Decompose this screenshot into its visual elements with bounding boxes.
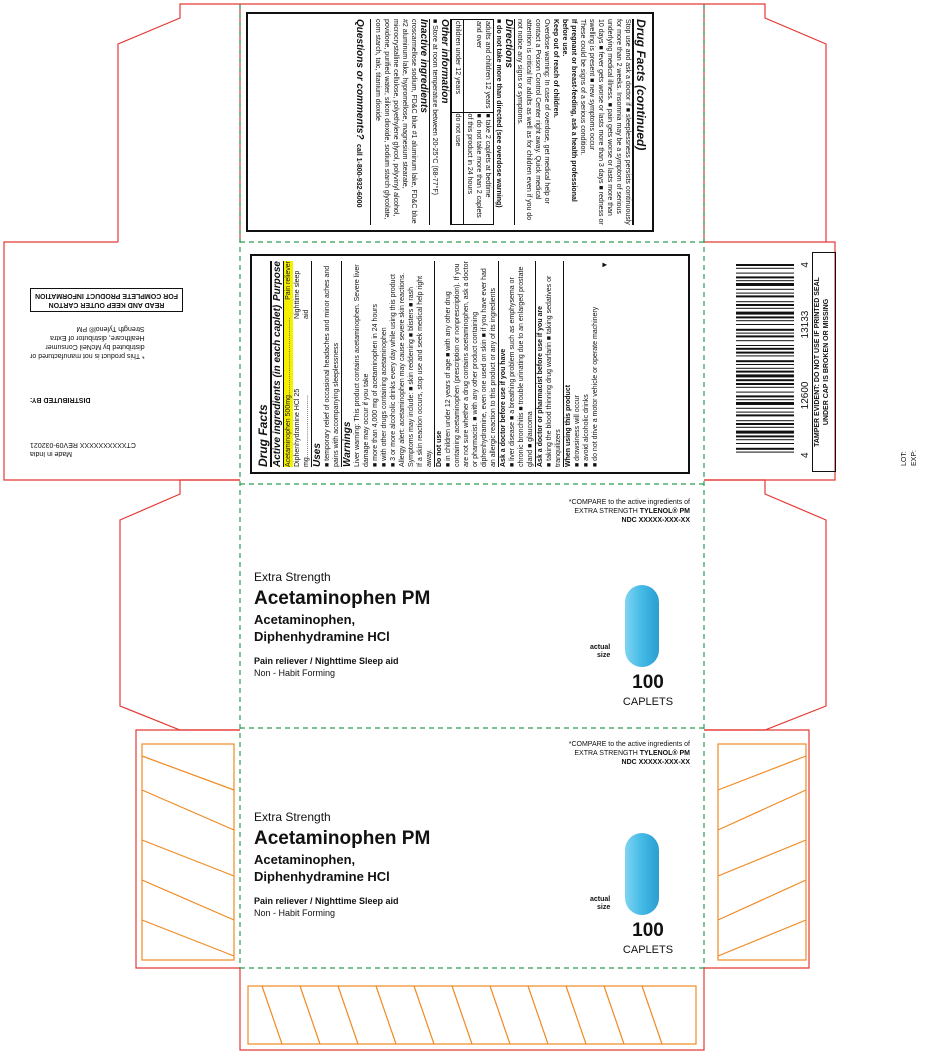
ask-doctor-title: Ask a doctor before use if you have (500, 348, 507, 467)
barcode-bar (736, 308, 794, 309)
barcode-bar (736, 320, 794, 321)
product-name: Acetaminophen PM (254, 588, 431, 609)
barcode (730, 262, 800, 458)
when-using-title: When using this product (565, 384, 572, 467)
left-flap-text (30, 272, 220, 462)
read-keep-line-2: FOR COMPLETE PRODUCT INFORMATION (35, 292, 178, 299)
ndc-number: NDC XXXXX-XXX-XX (621, 517, 690, 524)
liver-warning-3: ■ 3 or more alcoholic drinks every day while using this product (390, 274, 397, 467)
barcode-bar (736, 383, 794, 385)
active-ingredient-1-purpose: Pain reliever (285, 261, 292, 300)
active-ingredient-2: Diphenhydramine HCl 25 mg................................ (294, 388, 310, 467)
uses-text: ■ temporary relief of occasional headaches and minor aches and pains with accompanying sleeplessness (323, 261, 342, 467)
barcode-bar (736, 352, 794, 354)
caplets-label: CAPLETS (622, 944, 674, 956)
pain-reliever-claim: Pain reliever / Nighttime Sleep aid (254, 656, 399, 666)
disclaimer-line-1: * This product is not manufactured or (30, 352, 145, 359)
barcode-bar (736, 301, 794, 302)
compare-line-1: *COMPARE to the active ingredients of (568, 741, 690, 748)
questions-phone: call 1-800-932-6000 (355, 144, 362, 208)
barcode-bar (736, 408, 794, 409)
barcode-bar (736, 392, 794, 393)
caplet-count: 100 (632, 920, 664, 941)
strength-label: Extra Strength (254, 810, 331, 824)
overdose-text: Overdose warning: In case of overdose, get medical help or contact a Poison Control Center right away. Quick medical attention is critical for adults as well as for children even if you do not notice any signs or symptoms. (516, 19, 550, 221)
directions-title: Directions (503, 19, 515, 225)
non-habit-forming: Non - Habit Forming (254, 668, 336, 678)
generic-name-2: Diphenhydramine HCl (254, 629, 390, 644)
barcode-digits (800, 262, 812, 458)
do-not-use-title: Do not use (436, 430, 443, 467)
drug-facts-continued-title: Drug Facts (continued) (632, 19, 648, 225)
actual-label: actual (590, 896, 611, 903)
directions-note: ■ do not take more than directed (see overdose warning) (495, 19, 502, 208)
other-info-text: ■ Store at room temperature between 20-25°C (68-77°F) (431, 19, 438, 195)
liver-warning-2: ■ with other drugs containing acetaminophen (381, 327, 388, 467)
barcode-bar (736, 280, 794, 281)
when-using-3: ■ do not drive a motor vehicle or operate machinery (592, 306, 599, 467)
size-label: size (597, 904, 611, 911)
barcode-bar (736, 345, 794, 346)
barcode-bar (736, 439, 794, 440)
barcode-digits-1: 12600 (800, 381, 811, 410)
barcode-bar (736, 452, 794, 453)
barcode-bar (736, 435, 794, 437)
barcode-bar (736, 304, 794, 306)
barcode-bar (736, 427, 794, 428)
generic-name-1: Acetaminophen, (254, 612, 356, 627)
distributed-by: DISTRIBUTED BY: (30, 396, 91, 403)
drug-facts-continued-box (246, 12, 654, 232)
ask-pharmacist-title: Ask a doctor or pharmacist before use if you are (537, 305, 544, 467)
barcode-bar (736, 335, 794, 337)
barcode-bar (736, 348, 794, 350)
tamper-line-2: UNDER CAP IS BROKEN OR MISSING (823, 298, 830, 426)
active-ingredient-row-1 (284, 261, 293, 467)
purpose-header: Purpose (272, 261, 283, 302)
barcode-bar (736, 355, 794, 356)
barcode-bar (736, 420, 794, 421)
barcode-bar (736, 364, 794, 365)
active-ingredient-1: Acetaminophen 500mg........................................ (285, 317, 292, 467)
barcode-bar (736, 295, 794, 297)
warnings-title: Warnings (342, 421, 353, 467)
ndc-number: NDC XXXXX-XXX-XX (621, 759, 690, 766)
caplet-count: 100 (632, 672, 664, 693)
caplet-image (624, 584, 660, 668)
barcode-bar (736, 448, 794, 450)
barcode-bar (736, 431, 794, 434)
actual-size-label (590, 644, 610, 660)
disclaimer-line-3: Healthcare, distributor of Extra (50, 334, 145, 341)
barcode-bar (736, 379, 794, 381)
front-panel-1 (240, 484, 704, 728)
barcode-bar (736, 368, 794, 369)
barcode-bar (736, 276, 794, 278)
tamper-line-1: TAMPER EVIDENT: DO NOT USE IF PRINTED SEAL (814, 277, 821, 447)
do-not-use-text: ■ in children under 12 years of age ■ with any other drug containing acetaminophen (prescription or nonprescription). If you are not sure whether a drug contains acetaminophen, ask a doctor or pharmacist. ■ with any other product containing diphenhydramine, even one used on skin ■ if you have ever had an allergic reaction to this product or any of its ingredients (445, 261, 497, 467)
barcode-bar (736, 316, 794, 318)
size-label: size (597, 652, 611, 659)
barcode-graphic (730, 262, 800, 458)
barcode-bar (736, 264, 794, 266)
directions-table-children (451, 19, 463, 225)
barcode-bar (736, 414, 794, 416)
exp-label: EXP: (911, 450, 918, 466)
barcode-bar (736, 273, 794, 274)
barcode-bar (736, 324, 794, 325)
barcode-digits-2: 13133 (800, 310, 811, 339)
compare-line-1: *COMPARE to the active ingredients of (568, 499, 690, 506)
tamper-box (812, 252, 836, 472)
inactive-title: Inactive ingredients (418, 19, 430, 225)
front-panel-2 (240, 728, 704, 968)
generic-name-2: Diphenhydramine HCl (254, 869, 390, 884)
compare-brand: TYLENOL® PM (639, 508, 690, 515)
caplets-label: CAPLETS (622, 696, 674, 708)
allergy-alert: Allergy alert: acetaminophen may cause severe skin reactions. Symptoms may include: ■ skin reddening ■ blisters ■ rash (399, 272, 415, 467)
lot-label: LOT: (901, 451, 908, 466)
stop-use-text: Stop use and ask a doctor if ■ sleeplessness persists continuously for more than 2 weeks. Insomnia may be a symptom of serious underlying medical illness. ■ pain gets worse or lasts more than 10 days ■ fever gets worse or lasts more than 3 days ■ redness or swelling is present ■ new symptoms occur (588, 19, 631, 225)
compare-statement (569, 498, 690, 525)
active-ingredients-header: Active ingredients (in each caplet) (272, 304, 283, 467)
drug-facts-box (250, 254, 690, 474)
liver-warning: Liver warning: This product contains acetaminophen. Severe liver damage may occur if you take (354, 264, 370, 467)
compare-statement-2 (569, 740, 690, 767)
liver-warning-1: ■ more than 4,000 mg of acetaminophen in 24 hours (372, 304, 379, 467)
adults-direction-2: ■ do not take more than 2 caplets of this product in 24 hours (466, 113, 482, 218)
barcode-digit-left: 4 (800, 452, 811, 458)
read-keep-line-1: READ AND KEEP OUTER CARTON (48, 301, 165, 308)
ask-pharmacist-text: ■ taking the blood thinning drug warfarin ■ taking sedatives or tranquilizers (545, 261, 564, 467)
compare-line-2: EXTRA STRENGTH (574, 750, 640, 757)
made-in-india: Made in India (30, 450, 73, 457)
keep-out-text: Keep out of reach of children. (552, 19, 559, 118)
barcode-bar (736, 283, 794, 286)
barcode-bar (736, 312, 794, 315)
continued-arrow-icon: ▼ (600, 261, 609, 269)
directions-table (463, 19, 494, 225)
product-code: CTXXXXXXXXXX REV09-032021 (30, 441, 136, 448)
active-ingredient-row-2 (293, 261, 312, 467)
serious-condition-text: These could be signs of a serious condition. (579, 19, 586, 156)
barcode-bar (736, 289, 794, 290)
barcode-bar (736, 399, 794, 400)
barcode-bar (736, 412, 794, 413)
barcode-bar (736, 371, 794, 373)
when-using-2: ■ avoid alcoholic drinks (583, 394, 590, 467)
barcode-bar (736, 360, 794, 362)
actual-label: actual (590, 644, 611, 651)
disclaimer-line-4: Strength Tylenol® PM (76, 325, 145, 332)
active-ingredient-2-purpose: Nighttime sleep aid (294, 270, 310, 319)
barcode-bar (736, 374, 794, 377)
other-info-title: Other information (439, 19, 451, 225)
barcode-bar (736, 340, 794, 341)
compare-brand: TYLENOL® PM (639, 750, 690, 757)
barcode-digit-right: 4 (800, 262, 811, 268)
strength-label: Extra Strength (254, 570, 331, 584)
pregnant-text: If pregnant or breast-feeding, ask a health professional before use. (561, 19, 577, 202)
non-habit-forming: Non - Habit Forming (254, 908, 336, 918)
compare-line-2: EXTRA STRENGTH (574, 508, 640, 515)
questions-label: Questions or comments? (354, 19, 365, 140)
adults-label: adults and children 12 years and over (464, 20, 493, 113)
barcode-bar (736, 443, 794, 444)
generic-name-1: Acetaminophen, (254, 852, 356, 867)
uses-title: Uses (312, 443, 323, 467)
barcode-bar (736, 333, 794, 334)
disclaimer-line-2: distributed by McNeil Consumer (45, 343, 145, 350)
allergy-alert-2: If a skin reaction occurs, stop use and seek medical help right away. (416, 261, 435, 467)
barcode-bar (736, 402, 794, 405)
ask-doctor-text: ■ liver disease ■ a breathing problem such as emphysema or chronic bronchitis ■ trouble urinating due to an enlarged prostate gland ■ glaucoma (508, 261, 536, 467)
inactive-text: croscarmellose sodium, FD&C blue #1 aluminum lake, FD&C blue #2 aluminum lake, hypromellose, magnesium stearate, microcrystalline cellulose, polyethylene glycol, polyvinyl alcohol, povidone, purified water, silicon dioxide, sodium starch glycolate, corn starch, talc, titanium dioxide (374, 19, 417, 224)
barcode-bar (736, 395, 794, 397)
actual-size-label (590, 896, 610, 912)
children-label: children under 12 years (452, 20, 463, 113)
children-direction: do not use (454, 113, 461, 147)
barcode-bar (736, 423, 794, 425)
barcode-bar (736, 387, 794, 388)
drug-facts-title: Drug Facts (256, 261, 272, 467)
caplet-image (624, 832, 660, 916)
read-keep-box (30, 288, 183, 312)
barcode-bar (736, 329, 794, 331)
pain-reliever-claim: Pain reliever / Nighttime Sleep aid (254, 896, 399, 906)
barcode-bar (736, 293, 794, 294)
adults-direction-1: ■ take 2 caplets at bedtime (484, 113, 491, 198)
barcode-bar (736, 268, 794, 269)
product-name: Acetaminophen PM (254, 828, 431, 849)
when-using-1: ■ drowsiness will occur (574, 395, 581, 467)
